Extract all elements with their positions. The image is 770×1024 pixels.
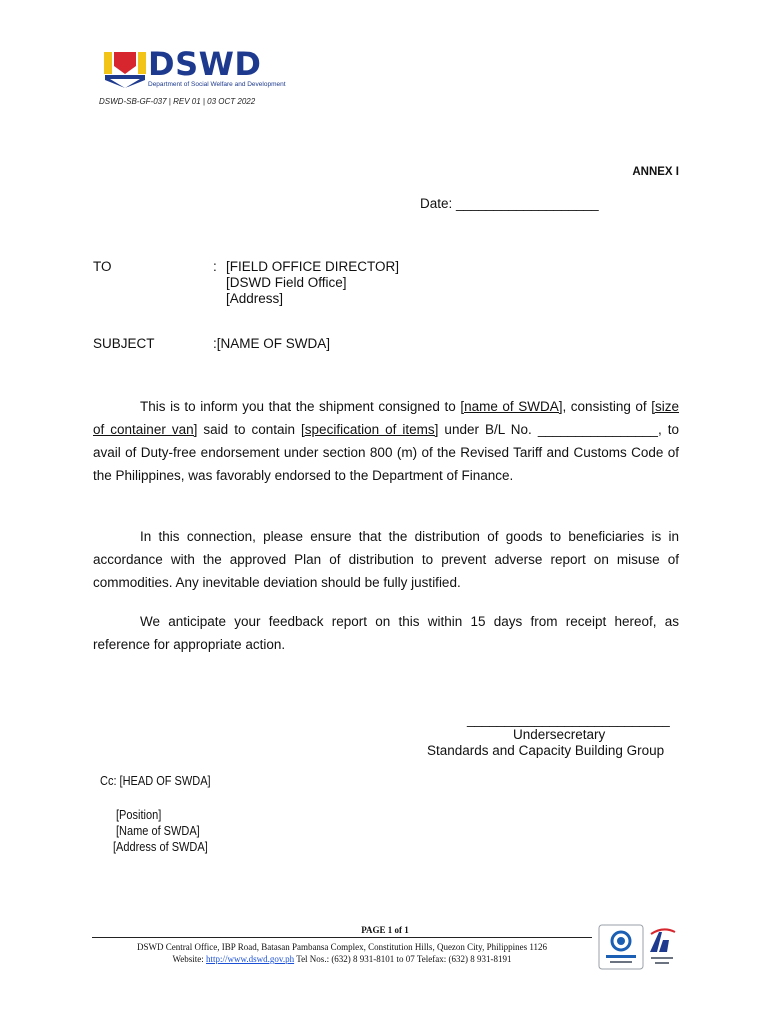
website-label: Website:: [172, 954, 207, 964]
iso-badge-icon: [598, 924, 644, 970]
p1-swda-field: [name of SWDA]: [460, 399, 563, 414]
footer-address-block: [92, 941, 592, 965]
to-address-line: [Address]: [226, 291, 284, 306]
document-reference: DSWD-SB-GF-037 | REV 01 | 03 OCT 2022: [99, 97, 256, 106]
to-label: TO: [93, 259, 112, 274]
p1-text-c: said to contain: [197, 422, 302, 437]
p1-text-b: , consisting of: [562, 399, 652, 414]
to-office-line: [DSWD Field Office]: [226, 275, 347, 290]
annex-label: ANNEX I: [632, 166, 679, 178]
website-link[interactable]: http://www.dswd.gov.ph: [206, 954, 295, 964]
logo-text: DSWD: [148, 45, 262, 83]
accreditation-badge: [647, 926, 677, 970]
to-colon: :: [213, 259, 217, 274]
dswd-emblem-icon: [103, 48, 147, 88]
cc-swda-name: [Name of SWDA]: [116, 824, 200, 838]
subject-label: SUBJECT: [93, 336, 155, 351]
footer-divider: [92, 937, 592, 938]
page-number: PAGE 1 of 1: [361, 925, 409, 935]
cc-position: [Position]: [116, 808, 162, 822]
footer-contact-line: [92, 953, 592, 965]
footer-contacts: Tel Nos.: (632) 8 931-8101 to 07 Telefax: (632) 8 931-8191: [294, 954, 512, 964]
cc-head: Cc: [HEAD OF SWDA]: [100, 774, 211, 788]
signatory-group: Standards and Capacity Building Group: [427, 743, 665, 758]
dswd-logo: [103, 45, 286, 92]
signatory-title: Undersecretary: [513, 727, 606, 742]
cc-swda-address: [Address of SWDA]: [113, 840, 208, 854]
p1-items-field: [specification of items]: [301, 422, 439, 437]
p1-container-field: [size of container van]: [93, 399, 679, 437]
body-paragraph-3: We anticipate your feedback report on this within 15 days from receipt hereof, as reference for appropriate action.: [93, 614, 679, 652]
iso-certification-badge: [598, 924, 644, 970]
p1-text-d: under B/L No. ________________, to avail of Duty-free endorsement under section 800 (m) of the Revised Tariff and Customs Code of the Philippines, was favorably endorsed to the Department of Finance.: [93, 422, 679, 483]
body-paragraph-2: In this connection, please ensure that the distribution of goods to beneficiaries is in accordance with the approved Plan of distribution to prevent adverse report on misuse of commodities. Any inevitable deviation should be fully justified.: [93, 529, 679, 590]
subject-value: :[NAME OF SWDA]: [213, 336, 331, 351]
body-paragraph-1: [93, 395, 679, 487]
accreditation-badge-icon: [647, 926, 677, 970]
footer-address: DSWD Central Office, IBP Road, Batasan Pambansa Complex, Constitution Hills, Quezon City, Philippines 1126: [136, 942, 548, 952]
to-recipient-line: [FIELD OFFICE DIRECTOR]: [226, 259, 400, 274]
logo-subtitle: Department of Social Welfare and Development: [148, 81, 286, 88]
p1-text-a: This is to inform you that the shipment consigned to: [140, 399, 461, 414]
signature-line: ___________________________: [467, 712, 670, 727]
date-line: Date: ___________________: [420, 196, 599, 211]
